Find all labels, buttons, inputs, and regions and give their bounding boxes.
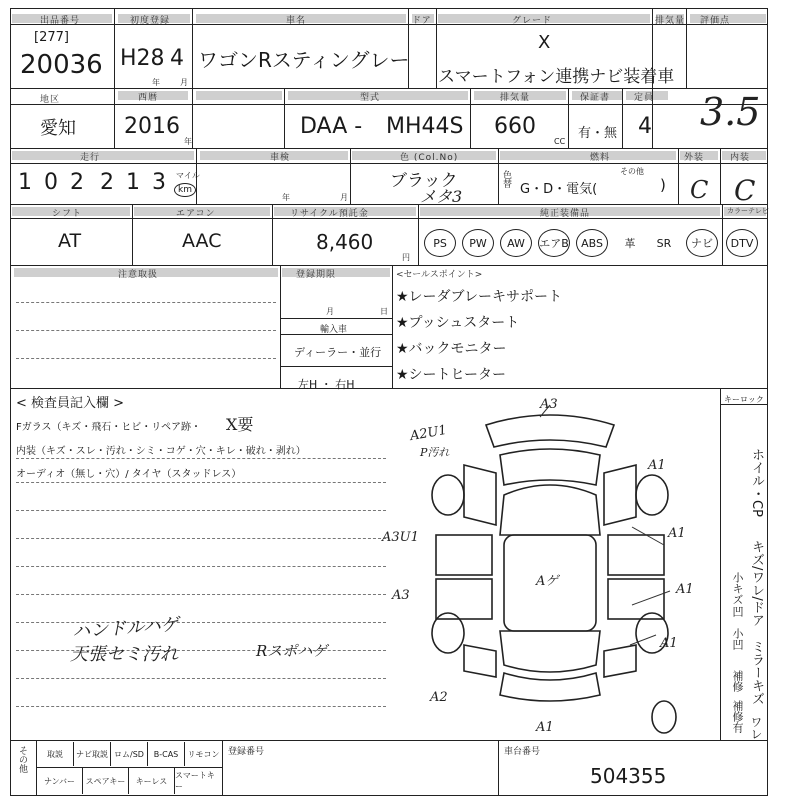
label-notes: 注意取扱 xyxy=(118,270,159,280)
sales-point-4: ★シートヒーター xyxy=(396,367,506,383)
bottom-label-top: ナビ取説 xyxy=(74,742,111,766)
lot-number: 20036 xyxy=(20,50,103,80)
sales-point-3: ★バックモニター xyxy=(396,341,507,357)
label-warranty: 保証書 xyxy=(580,93,611,103)
regd-tsuki: 月 xyxy=(326,307,334,316)
color-note: メタ3 xyxy=(420,187,463,206)
side-legend-4: ワレ xyxy=(749,716,763,740)
bottom-label-bottom: ナンバー xyxy=(37,768,83,794)
mark-8: A3 xyxy=(392,588,410,603)
type-prefix: DAA - xyxy=(300,114,363,139)
fuel-options: G・D・電気( xyxy=(520,182,598,197)
inspector-title: < 検査員記入欄 > xyxy=(16,396,125,411)
mark-10: A1 xyxy=(660,636,678,651)
exterior-grade: C xyxy=(690,176,709,204)
side-code-2: 凹 xyxy=(731,606,744,617)
region: 愛知 xyxy=(40,118,76,139)
mark-11: A2 xyxy=(430,690,448,705)
label-mileage: 走行 xyxy=(80,153,101,163)
mileage-d1: 1 xyxy=(18,170,32,195)
cc-value: 660 xyxy=(494,114,536,139)
equip-item: AW xyxy=(500,229,532,257)
mark-7: A1 xyxy=(676,582,694,597)
bottom-label-bottom: スマートキー xyxy=(175,771,215,791)
label-cc: 排気量 xyxy=(500,93,531,103)
grade-desc: スマートフォン連携ナビ装着車 xyxy=(438,67,675,87)
mileage-d6: 3 xyxy=(152,170,166,195)
equip-item: PW xyxy=(462,229,494,257)
label-equipment: 純正装備品 xyxy=(540,209,591,219)
label-regd-period: 登録期限 xyxy=(296,270,337,280)
mileage-d5: 1 xyxy=(126,170,140,195)
bottom-left-label: その他 xyxy=(17,746,27,773)
mark-3: P汚れ xyxy=(420,446,450,459)
bottom-label-top: ロム/SD xyxy=(111,742,148,766)
label-sales-points: <セールスポイント> xyxy=(396,270,483,280)
regno-label: 登録番号 xyxy=(228,747,265,757)
inspector-line-3: オーディオ（無し・穴）/ タイヤ（スタッドレス） xyxy=(16,469,242,480)
side-code-5: 補修有 xyxy=(731,700,744,733)
model-year-suffix: 年 xyxy=(184,137,192,146)
bottom-label-top: 取説 xyxy=(37,742,74,766)
car-name: ワゴンRスティングレー xyxy=(198,48,410,72)
model-year: 2016 xyxy=(124,114,180,139)
first-reg-nen: 年 xyxy=(152,78,160,87)
label-shift: シフト xyxy=(52,209,83,219)
label-lot: 出品番号 xyxy=(40,16,81,26)
rating-value: 3.5 xyxy=(700,90,761,134)
label-year: 西暦 xyxy=(138,93,159,103)
label-aircon: エアコン xyxy=(176,209,216,219)
side-legend-1: ホイル・CP xyxy=(749,448,764,517)
side-code-1: 小キズ xyxy=(731,572,744,605)
label-color: 色 (Col.No) xyxy=(400,153,459,163)
cc-unit: CC xyxy=(554,137,566,146)
mileage-d4: 2 xyxy=(100,170,114,195)
bottom-label-top: リモコン xyxy=(187,749,220,759)
mileage-d3: 2 xyxy=(70,170,84,195)
label-inspection: 車検 xyxy=(270,153,291,163)
grade-code: X xyxy=(538,32,551,53)
aircon-value: AAC xyxy=(182,230,222,252)
type-model: MH44S xyxy=(386,114,464,139)
inspection-tsuki: 月 xyxy=(340,193,348,202)
equip-item: エアB xyxy=(538,229,570,257)
note-spoiler: Rスポハゲ xyxy=(256,642,328,660)
sales-point-2: ★プッシュスタート xyxy=(396,315,520,331)
inspection-nen: 年 xyxy=(282,193,290,202)
note-handle: ハンドルハゲ xyxy=(71,614,180,643)
capacity-value: 4 xyxy=(638,114,652,139)
label-door: ドア xyxy=(412,16,432,26)
label-first-reg: 初度登録 xyxy=(130,16,171,26)
color-side: 色替 xyxy=(501,170,511,188)
label-grade: グレード xyxy=(512,16,553,26)
shift-value: AT xyxy=(58,230,82,252)
glass-mark: X要 xyxy=(226,415,254,434)
fuel-other: その他 xyxy=(620,167,644,176)
mark-4: A1 xyxy=(648,458,666,473)
side-code-4: 補修 xyxy=(731,670,744,692)
equip-item: SR xyxy=(656,236,672,250)
recycle-yen: 円 xyxy=(402,253,410,262)
equip-item: PS xyxy=(424,229,456,257)
mileage-mile: マイル xyxy=(176,171,200,180)
color-name: ブラック xyxy=(390,171,458,191)
chassis-number: 504355 xyxy=(590,764,667,788)
mark-6: A1 xyxy=(668,526,686,541)
first-reg-month: 4 xyxy=(170,46,184,71)
mark-9: Aゲ xyxy=(536,574,559,589)
import-label: 輸入車 xyxy=(320,325,348,335)
label-type: 型式 xyxy=(360,93,381,103)
label-capacity: 定員 xyxy=(634,93,655,103)
warranty-options: 有・無 xyxy=(578,126,618,141)
lot-bracket: [277] xyxy=(34,30,69,45)
bottom-label-bottom: スペアキー xyxy=(83,768,129,794)
label-region: 地区 xyxy=(40,95,61,105)
equip-item: ABS xyxy=(576,229,608,257)
bottom-label-top: B-CAS xyxy=(148,742,185,766)
note-ceiling: 天張セミ汚れ xyxy=(70,644,178,665)
side-legend-2: キズ/ワレ/ドア xyxy=(749,540,764,627)
label-recycle: リサイクル預託金 xyxy=(290,209,369,219)
first-reg-year: H28 xyxy=(120,46,165,71)
side-code-3: 小凹 xyxy=(731,628,744,650)
inspector-line-2: 内装（キズ・スレ・汚れ・シミ・コゲ・穴・キレ・破れ・剥れ） xyxy=(16,446,306,457)
label-tv: カラーテレビ xyxy=(727,207,769,215)
first-reg-tsuki: 月 xyxy=(180,78,188,87)
sales-point-1: ★レーダブレーキサポート xyxy=(396,289,562,305)
label-interior: 内装 xyxy=(730,153,751,163)
label-fuel: 燃料 xyxy=(590,153,611,163)
mark-12: A1 xyxy=(536,720,554,735)
label-displacement-cls: 排気量 xyxy=(655,16,686,26)
chassis-label: 車台番号 xyxy=(504,747,541,757)
equip-item: DTV xyxy=(726,229,758,257)
side-legend-3: ミラーキズ xyxy=(749,640,764,705)
label-car-name: 車名 xyxy=(286,16,307,26)
equip-item: ナビ xyxy=(686,229,718,257)
regd-nichi: 日 xyxy=(380,307,388,316)
mileage-d2: 0 xyxy=(44,170,58,195)
inspector-line-1: Fガラス（キズ・飛石・ヒビ・リペア跡・ xyxy=(16,422,202,433)
mark-2: A2U1 xyxy=(408,422,448,445)
key-lock-label: キーロック xyxy=(724,395,764,404)
mark-1: A3 xyxy=(540,397,558,412)
bottom-label-bottom: キーレス xyxy=(129,768,175,794)
equip-item: 革 xyxy=(624,237,636,250)
dealer-options: ディーラー・並行 xyxy=(294,346,382,359)
interior-grade: C xyxy=(734,174,756,207)
label-exterior: 外装 xyxy=(684,153,705,163)
recycle-value: 8,460 xyxy=(316,230,374,254)
mileage-km: km xyxy=(174,183,196,197)
mark-5: A3U1 xyxy=(382,530,419,545)
fuel-close: ) xyxy=(660,176,666,194)
label-rating: 評価点 xyxy=(700,16,731,26)
handle-options: 左H ・ 右H xyxy=(298,378,355,391)
